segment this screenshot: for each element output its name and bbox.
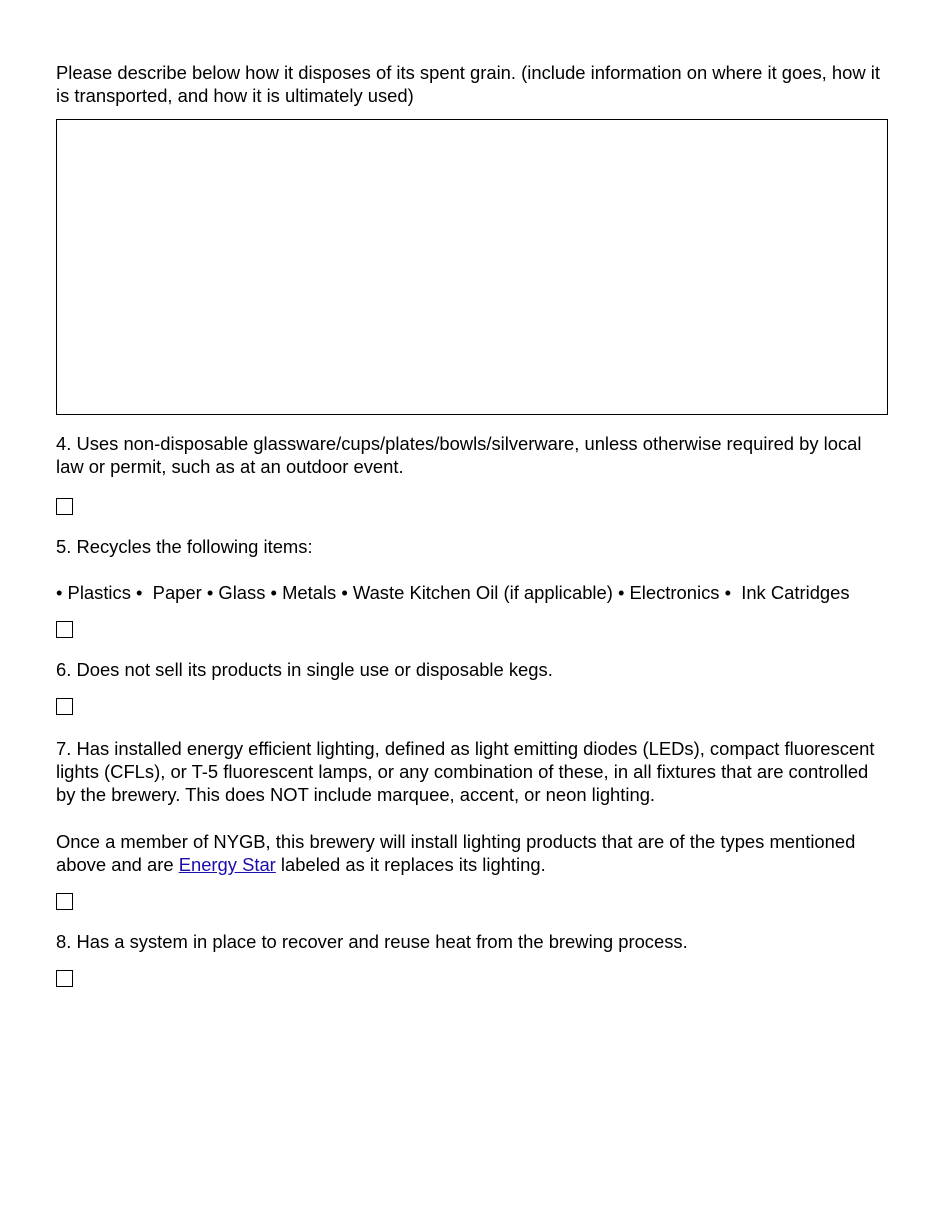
spent-grain-textbox[interactable]: [56, 119, 888, 415]
question-7-text: 7. Has installed energy efficient lighting, defined as light emitting diodes (LEDs), compact fluorescent lights (CFLs), or T-5 fluorescent lamps, or any combination of these, in all fixtures that are controlled by the brewery. This does NOT include marquee, accent, or neon lighting.: [56, 738, 880, 805]
question-5-text: 5. Recycles the following items:: [56, 536, 313, 557]
question-7-note-after: labeled as it replaces its lighting.: [275, 854, 546, 875]
question-6-text: 6. Does not sell its products in single use or disposable kegs.: [56, 659, 553, 680]
question-5-checkbox[interactable]: [56, 621, 73, 638]
question-4-checkbox[interactable]: [56, 498, 73, 515]
question-8-text: 8. Has a system in place to recover and reuse heat from the brewing process.: [56, 931, 688, 952]
question-4-text: 4. Uses non-disposable glassware/cups/plates/bowls/silverware, unless otherwise required by local law or permit, such as at an outdoor event.: [56, 433, 867, 477]
question-8-checkbox[interactable]: [56, 970, 73, 987]
question-7-note-before: Once a member of NYGB, this brewery will install lighting products that are of the types mentioned above and are: [56, 831, 861, 875]
question-5-items: • Plastics • Paper • Glass • Metals • Waste Kitchen Oil (if applicable) • Electronics • Ink Catridges: [56, 582, 850, 603]
form-page: [56, 61, 890, 987]
question-7-checkbox[interactable]: [56, 893, 73, 910]
question-6-checkbox[interactable]: [56, 698, 73, 715]
question-7-note: [56, 830, 890, 876]
spent-grain-prompt: Please describe below how it disposes of its spent grain. (include information on where it goes, how it is transported, and how it is ultimately used): [56, 62, 886, 106]
energy-star-link[interactable]: Energy Star: [178, 854, 276, 875]
